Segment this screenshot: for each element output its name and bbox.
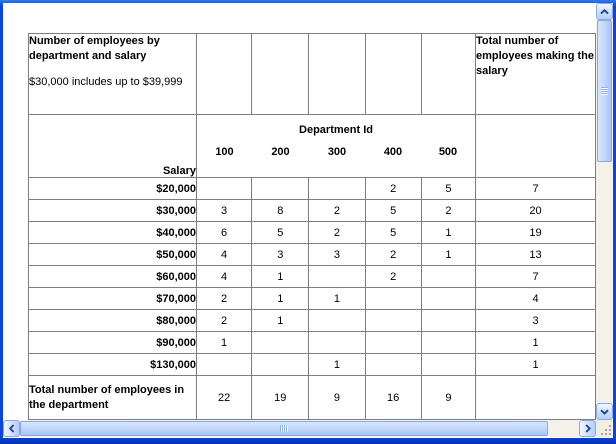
column-total-cell: 9	[421, 376, 475, 420]
data-cell: 3	[252, 244, 309, 266]
resize-grip[interactable]	[596, 420, 613, 437]
table-note: $30,000 includes up to $39,999	[29, 76, 183, 88]
data-cell: 1	[252, 310, 309, 332]
column-total-cell: 9	[309, 376, 365, 420]
data-cell	[197, 178, 252, 200]
table-row	[29, 244, 596, 266]
table-totals-row	[29, 376, 596, 420]
row-total-cell: 7	[476, 266, 596, 288]
salary-row-label: $40,000	[29, 222, 197, 244]
empty-header-cell	[252, 34, 309, 115]
data-cell: 4	[197, 266, 252, 288]
data-cell: 2	[197, 288, 252, 310]
employees-pivot-table	[28, 33, 596, 420]
data-cell: 1	[421, 222, 475, 244]
dept-col-header-500: 500	[438, 146, 458, 158]
row-total-cell: 19	[476, 222, 596, 244]
data-cell	[309, 266, 365, 288]
column-total-cell: 19	[252, 376, 309, 420]
dept-col-header-100: 100	[215, 146, 234, 158]
empty-header-cell	[476, 115, 596, 178]
data-cell	[309, 310, 365, 332]
salary-column-header: Salary	[29, 115, 197, 178]
salary-row-label: $70,000	[29, 288, 197, 310]
totals-row-label: Total number of employees in the department	[29, 376, 197, 420]
data-cell	[365, 354, 421, 376]
table-row	[29, 200, 596, 222]
scroll-up-button[interactable]	[596, 3, 613, 20]
data-cell: 3	[309, 244, 365, 266]
data-cell	[421, 332, 475, 354]
resize-grip-icon	[609, 433, 611, 435]
vertical-scrollbar[interactable]	[596, 3, 613, 420]
data-cell	[421, 310, 475, 332]
table-row	[29, 354, 596, 376]
department-id-labels	[197, 146, 475, 158]
table-row	[29, 332, 596, 354]
dept-col-header-200: 200	[271, 146, 290, 158]
horizontal-scrollbar[interactable]	[3, 420, 596, 437]
chevron-left-icon	[9, 424, 15, 433]
data-cell: 2	[421, 200, 475, 222]
vertical-scrollbar-track[interactable]	[596, 20, 613, 403]
data-cell: 5	[365, 200, 421, 222]
data-cell: 5	[252, 222, 309, 244]
chevron-right-icon	[585, 424, 591, 433]
data-cell: 8	[252, 200, 309, 222]
row-total-cell: 20	[476, 200, 596, 222]
data-cell: 3	[197, 200, 252, 222]
scroll-right-button[interactable]	[579, 420, 596, 437]
data-cell: 1	[421, 244, 475, 266]
salary-row-label: $30,000	[29, 200, 197, 222]
table-row	[29, 266, 596, 288]
data-cell: 5	[421, 178, 475, 200]
data-cell	[252, 332, 309, 354]
data-cell: 1	[252, 266, 309, 288]
total-column-header: Total number of employees making the salary	[476, 34, 596, 115]
dept-col-header-400: 400	[383, 146, 403, 158]
table-header-row-2	[29, 115, 596, 178]
row-total-cell: 4	[476, 288, 596, 310]
row-total-cell: 7	[476, 178, 596, 200]
data-cell	[421, 354, 475, 376]
data-cell: 4	[197, 244, 252, 266]
data-cell	[309, 178, 365, 200]
column-total-cell: 22	[197, 376, 252, 420]
data-cell	[252, 354, 309, 376]
thumb-gripper-icon	[280, 425, 288, 432]
column-total-cell: 16	[365, 376, 421, 420]
data-cell	[309, 332, 365, 354]
scroll-down-button[interactable]	[596, 403, 613, 420]
empty-header-cell	[365, 34, 421, 115]
data-cell: 1	[252, 288, 309, 310]
grand-total-cell	[476, 376, 596, 420]
scroll-left-button[interactable]	[3, 420, 20, 437]
salary-row-label: $130,000	[29, 354, 197, 376]
chevron-down-icon	[600, 409, 609, 415]
vertical-scrollbar-thumb[interactable]	[597, 20, 612, 162]
department-id-group-header: Department Id	[299, 124, 373, 136]
data-cell	[365, 288, 421, 310]
salary-row-label: $20,000	[29, 178, 197, 200]
row-total-cell: 1	[476, 332, 596, 354]
department-header-block	[197, 115, 476, 178]
empty-header-cell	[309, 34, 365, 115]
salary-row-label: $90,000	[29, 332, 197, 354]
horizontal-scrollbar-track[interactable]	[20, 420, 579, 437]
data-cell: 5	[365, 222, 421, 244]
data-cell: 2	[365, 244, 421, 266]
dept-col-header-300: 300	[327, 146, 347, 158]
salary-row-label: $60,000	[29, 266, 197, 288]
chevron-up-icon	[600, 9, 609, 15]
data-cell	[421, 288, 475, 310]
horizontal-scrollbar-thumb[interactable]	[20, 421, 548, 436]
table-header-row-1	[29, 34, 596, 115]
content-area	[3, 3, 613, 438]
data-cell: 2	[197, 310, 252, 332]
row-total-cell: 13	[476, 244, 596, 266]
data-cell: 6	[197, 222, 252, 244]
table-title: Number of employees by department and salary	[29, 35, 160, 62]
row-total-cell: 3	[476, 310, 596, 332]
data-cell: 1	[309, 354, 365, 376]
data-cell: 1	[197, 332, 252, 354]
data-cell: 1	[309, 288, 365, 310]
data-cell	[365, 332, 421, 354]
data-cell: 2	[309, 222, 365, 244]
data-cell: 2	[309, 200, 365, 222]
data-cell	[197, 354, 252, 376]
data-cell: 2	[365, 266, 421, 288]
data-cell	[421, 266, 475, 288]
table-row	[29, 222, 596, 244]
data-cell	[365, 310, 421, 332]
data-cell: 2	[365, 178, 421, 200]
table-title-cell	[29, 34, 197, 115]
table-row	[29, 288, 596, 310]
data-cell	[252, 178, 309, 200]
row-total-cell: 1	[476, 354, 596, 376]
table-row	[29, 310, 596, 332]
thumb-gripper-icon	[601, 87, 608, 95]
empty-header-cell	[197, 34, 252, 115]
empty-header-cell	[421, 34, 475, 115]
salary-row-label: $50,000	[29, 244, 197, 266]
table-row	[29, 178, 596, 200]
salary-row-label: $80,000	[29, 310, 197, 332]
